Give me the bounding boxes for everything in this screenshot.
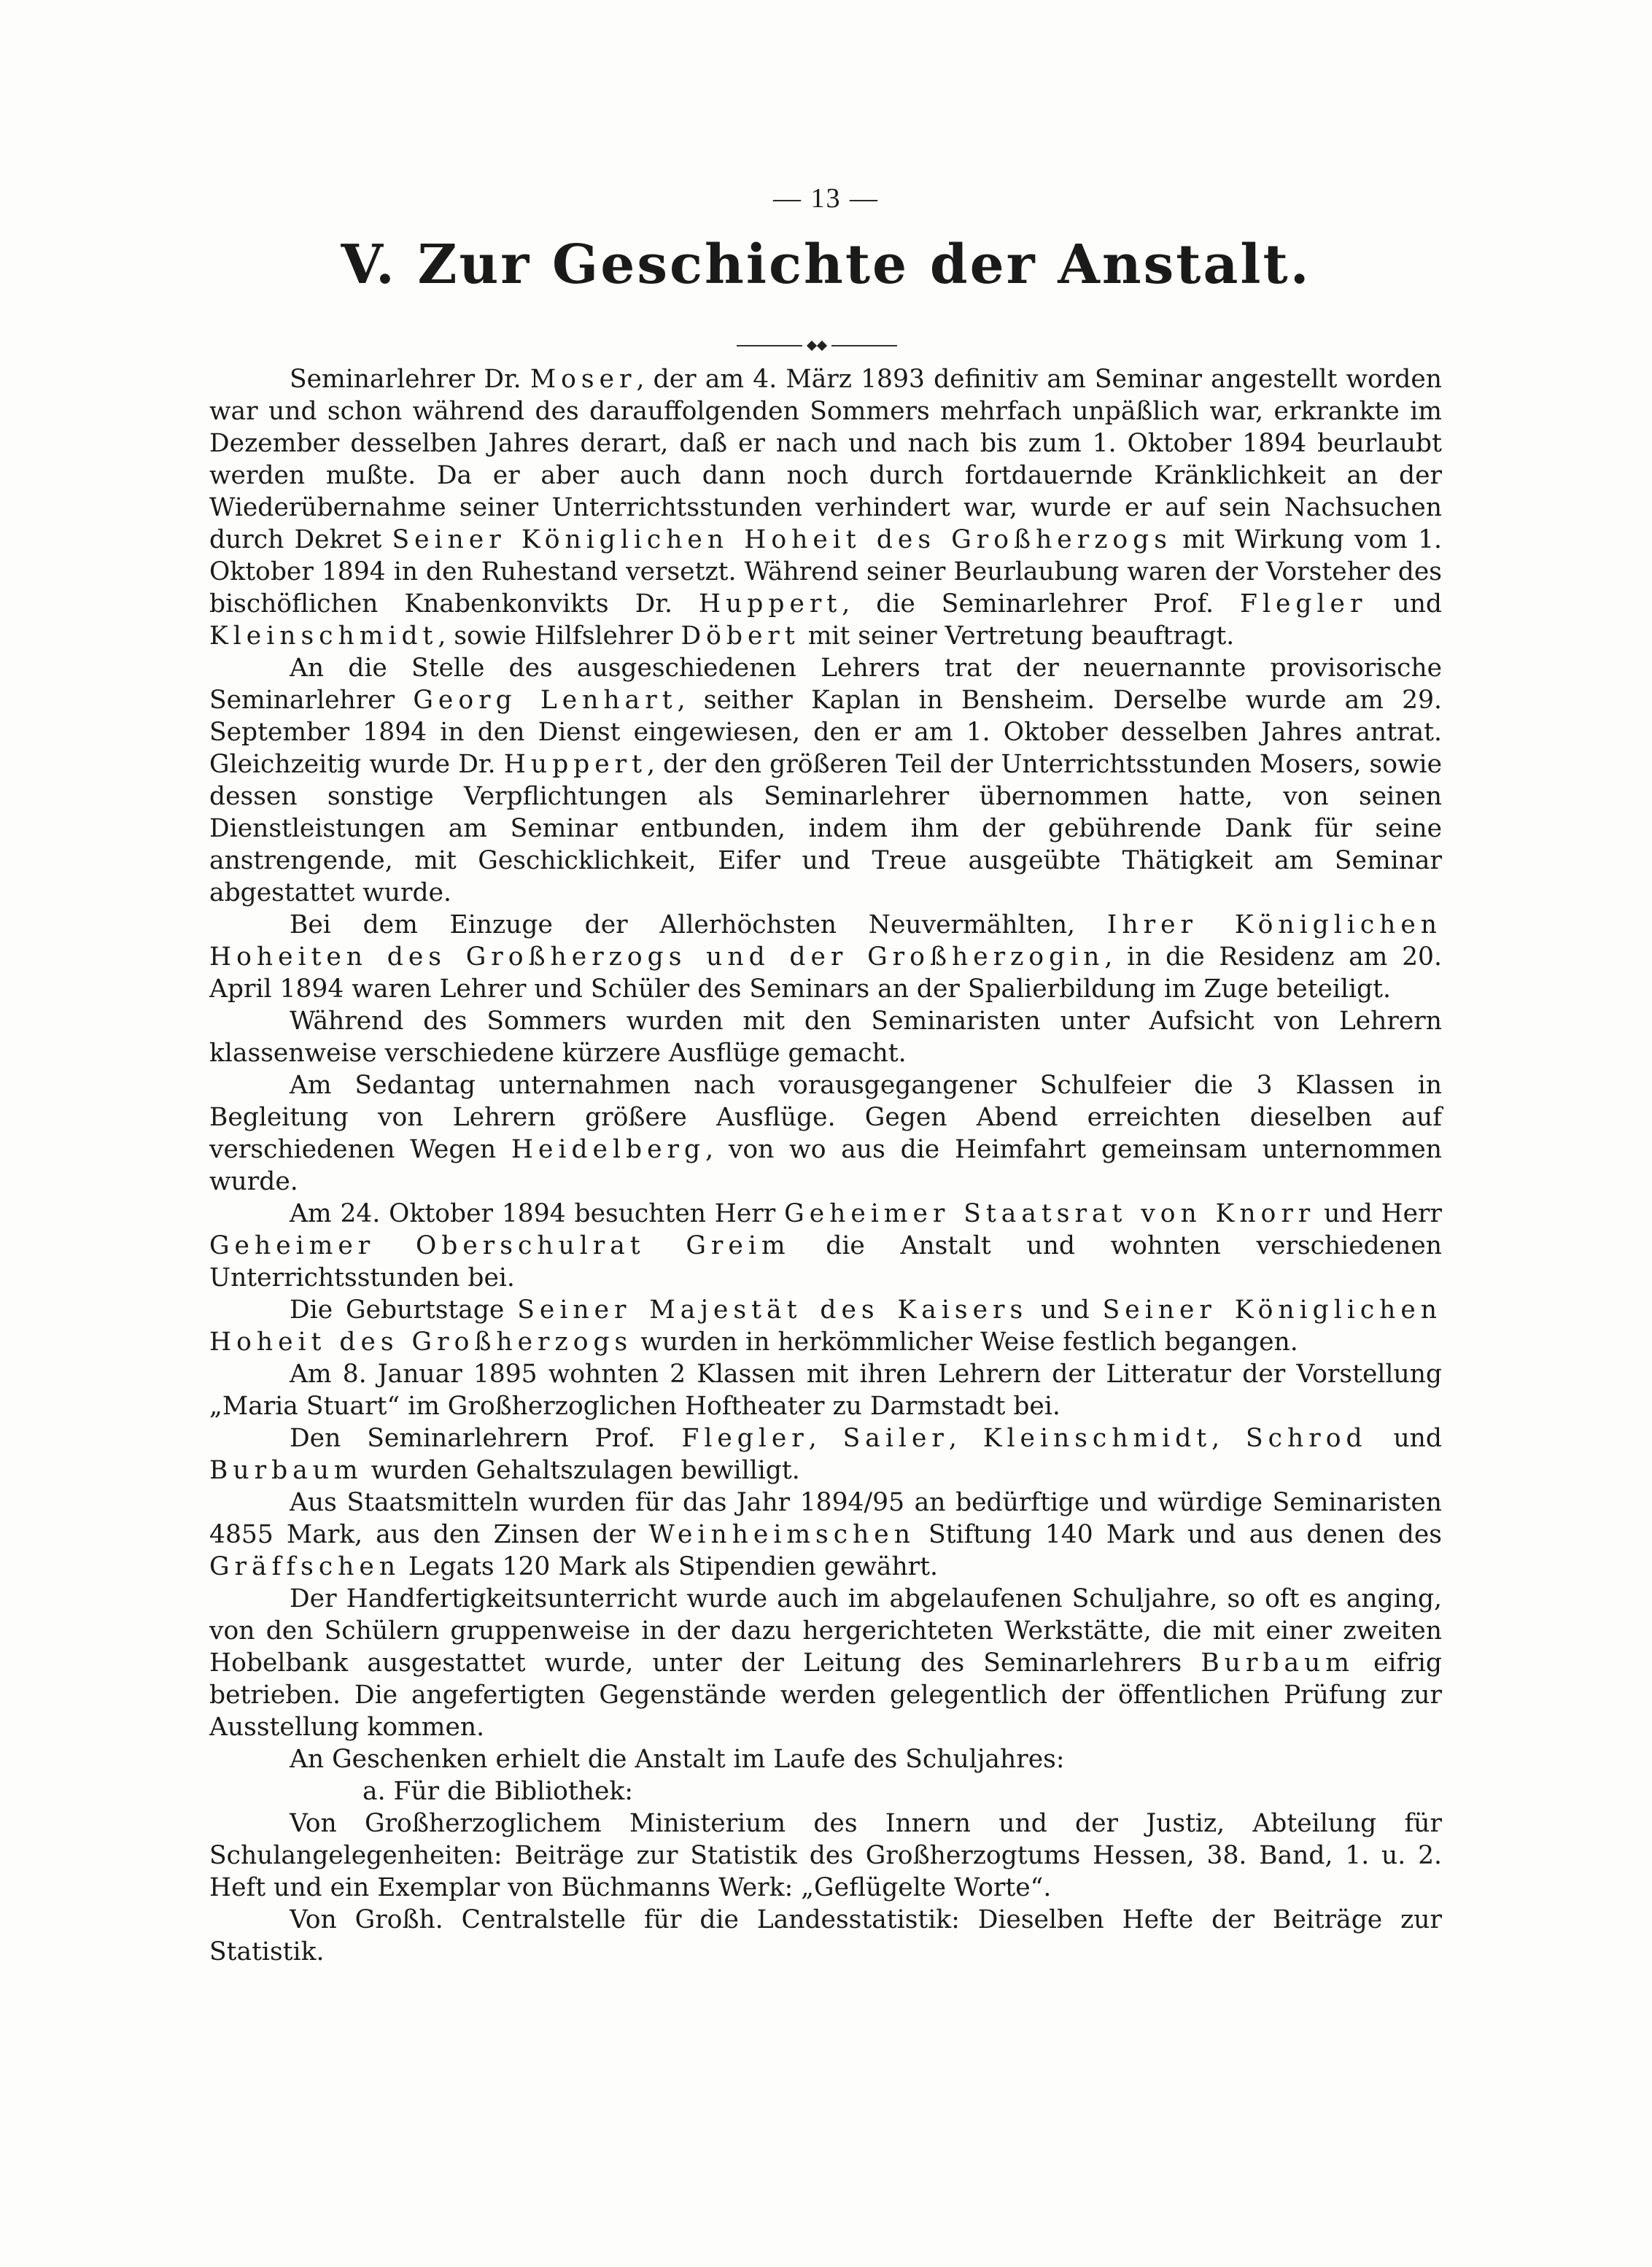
paragraph bbox=[209, 1069, 1442, 1198]
text-segment: Der Handfertigkeitsunterricht wurde auch im abgelaufenen Schuljahre, so oft es anging, von den Schülern gruppenweise in der dazu hergerichteten Werkstätte, die mit einer zweiten Hobelbank ausgestattet wurde, unter der Leitung des Seminarlehrers bbox=[209, 1584, 1442, 1678]
emphasized-name: Flegler bbox=[681, 1424, 809, 1453]
paragraph bbox=[209, 1487, 1442, 1583]
page-number: — 13 — bbox=[773, 183, 879, 214]
divider-line-right bbox=[831, 345, 897, 346]
text-segment: Den Seminarlehrern Prof. bbox=[290, 1424, 682, 1453]
text-segment: und bbox=[1028, 1295, 1103, 1325]
text-segment: Am Sedantag unternahmen nach vorausgegangener Schulfeier die 3 Klassen in Begleitung von Lehrern größere Ausflüge. Gegen Abend erreichten dieselben auf verschiedenen Wegen bbox=[209, 1071, 1442, 1164]
emphasized-name: Heidelberg bbox=[511, 1135, 706, 1164]
paragraph bbox=[209, 909, 1442, 1005]
text-segment: und Herr bbox=[1315, 1199, 1443, 1228]
paragraph bbox=[209, 1904, 1442, 1968]
text-segment: Seminarlehrer Dr. bbox=[290, 365, 530, 394]
paragraph bbox=[209, 1294, 1442, 1358]
paragraph bbox=[209, 1807, 1442, 1904]
emphasized-name: Kleinschmidt bbox=[982, 1424, 1212, 1453]
text-segment: Am 24. Oktober 1894 besuchten Herr bbox=[290, 1199, 785, 1228]
paragraph bbox=[209, 1422, 1442, 1487]
emphasized-name: Kleinschmidt bbox=[209, 621, 438, 651]
emphasized-name: Gräffschen bbox=[209, 1552, 401, 1581]
text-segment: Von Großherzoglichem Ministerium des Innern und der Justiz, Abteilung für Schulangelegenheiten: Beiträge zur Statistik des Großherzogtums Hessen, 38. Band, 1. u. 2. Heft und ein Exemplar von Büchmanns Werk: „Geflügelte Worte“. bbox=[209, 1809, 1442, 1902]
text-segment: Von Großh. Centralstelle für die Landesstatistik: Dieselben Hefte der Beiträge zur Statistik. bbox=[209, 1905, 1442, 1966]
text-segment: Aus Staatsmitteln wurden für das Jahr 1894/95 an bedürftige und würdige Seminaristen 4855 Mark, aus den Zinsen der bbox=[209, 1488, 1442, 1549]
text-segment: , die Seminarlehrer Prof. bbox=[842, 589, 1241, 619]
emphasized-name: Weinheimschen bbox=[648, 1520, 915, 1549]
text-segment: , der am 4. März 1893 definitiv am Seminar angestellt worden war und schon während des darauffolgenden Sommers mehrfach unpäßlich war, erkrankte im Dezember desselben Jahres derart, daß er nach und nach bis zum 1. Oktober 1894 beurlaubt werden mußte. Da er aber auch dann noch durch fortdauernde Kränklichkeit an der Wiederübernahme seiner Unterrichtsstunden verhindert war, wurde er auf sein Nachsuchen durch Dekret bbox=[209, 365, 1442, 554]
paragraph bbox=[209, 1583, 1442, 1743]
emphasized-name: Ihrer Königlichen Hoheiten des Großherzogs und der Großherzogin bbox=[209, 910, 1442, 972]
text-segment: a. Für die Bibliothek: bbox=[362, 1777, 633, 1806]
paragraph bbox=[209, 652, 1442, 909]
paragraph bbox=[209, 1358, 1442, 1422]
text-segment: , sowie Hilfslehrer bbox=[438, 621, 681, 651]
emphasized-name: Sailer bbox=[842, 1424, 949, 1453]
text-segment: , in die Residenz am 20. April 1894 waren Lehrer und Schüler des Seminars an der Spalierbildung im Zuge beteiligt. bbox=[209, 942, 1442, 1004]
subheading-paragraph bbox=[209, 1775, 1442, 1807]
emphasized-name: Huppert bbox=[503, 750, 648, 779]
emphasized-name: Seiner Königlichen Hoheit des Großherzogs bbox=[209, 1295, 1442, 1357]
text-segment: Am 8. Januar 1895 wohnten 2 Klassen mit ihren Lehrern der Litteratur der Vorstellung „Maria Stuart“ im Großherzoglichen Hoftheater zu Darmstadt bei. bbox=[209, 1360, 1442, 1421]
text-segment: An Geschenken erhielt die Anstalt im Laufe des Schuljahres: bbox=[290, 1745, 1065, 1774]
body-text bbox=[209, 363, 1442, 1968]
divider-line-left bbox=[737, 345, 802, 346]
text-segment: Bei dem Einzuge der Allerhöchsten Neuvermählten, bbox=[290, 910, 1107, 939]
emphasized-name: Seiner Königlichen Hoheit des Großherzogs bbox=[392, 525, 1172, 554]
emphasized-name: Huppert bbox=[698, 589, 842, 619]
emphasized-name: Moser bbox=[530, 365, 637, 394]
text-segment: Legats 120 Mark als Stipendien gewährt. bbox=[400, 1552, 938, 1581]
emphasized-name: Geheimer Staatsrat von Knorr bbox=[784, 1199, 1316, 1228]
section-heading: V. Zur Geschichte der Anstalt. bbox=[341, 233, 1311, 296]
emphasized-name: Seiner Majestät des Kaisers bbox=[517, 1295, 1028, 1325]
emphasized-name: Burbaum bbox=[209, 1456, 363, 1485]
text-segment: die Anstalt und wohnten verschiedenen Unterrichtsstunden bei. bbox=[209, 1231, 1443, 1293]
ornamental-divider bbox=[737, 341, 897, 350]
text-segment: Die Geburtstage bbox=[290, 1295, 518, 1325]
emphasized-name: Geheimer Oberschulrat Greim bbox=[209, 1231, 791, 1260]
text-segment: , der den größeren Teil der Unterrichtsstunden Mosers, sowie dessen sonstige Verpflichtungen als Seminarlehrer übernommen hatte, von seinen Dienstleistungen am Seminar entbunden, indem ihm der gebührende Dank für seine anstrengende, mit Geschicklichkeit, Eifer und Treue ausgeübte Thätigkeit am Seminar abgestattet wurde. bbox=[209, 750, 1443, 907]
text-segment: Stiftung 140 Mark und aus denen des bbox=[915, 1520, 1442, 1549]
text-segment: und bbox=[1367, 1424, 1442, 1453]
text-segment: und bbox=[1367, 589, 1442, 619]
text-segment: eifrig betrieben. Die angefertigten Gegenstände werden gelegentlich der öffentlichen Prüfung zur Ausstellung kommen. bbox=[209, 1648, 1442, 1742]
text-segment: Während des Sommers wurden mit den Seminaristen unter Aufsicht von Lehrern klassenweise verschiedene kürzere Ausflüge gemacht. bbox=[209, 1007, 1442, 1068]
paragraph bbox=[209, 363, 1442, 652]
text-segment: , bbox=[808, 1424, 843, 1453]
emphasized-name: Georg Lenhart bbox=[413, 686, 678, 715]
paragraph bbox=[209, 1005, 1442, 1069]
text-segment: , bbox=[948, 1424, 983, 1453]
text-segment: , von wo aus die Heimfahrt gemeinsam unternommen wurde. bbox=[209, 1135, 1442, 1196]
text-segment: , bbox=[1211, 1424, 1246, 1453]
text-segment: wurden in herkömmlicher Weise festlich begangen. bbox=[632, 1328, 1298, 1357]
text-segment: wurden Gehaltszulagen bewilligt. bbox=[362, 1456, 800, 1485]
text-segment: An die Stelle des ausgeschiedenen Lehrers trat der neuernannte provisorische Seminarlehrer bbox=[209, 654, 1442, 715]
divider-diamond bbox=[807, 341, 817, 351]
emphasized-name: Döbert bbox=[680, 621, 800, 651]
text-segment: , seither Kaplan in Bensheim. Derselbe wurde am 29. September 1894 in den Dienst eingewiesen, den er am 1. Oktober desselben Jahres antrat. Gleichzeitig wurde Dr. bbox=[209, 686, 1442, 779]
emphasized-name: Flegler bbox=[1240, 589, 1368, 619]
paragraph bbox=[209, 1198, 1442, 1294]
emphasized-name: Burbaum bbox=[1201, 1648, 1354, 1678]
divider-diamond bbox=[817, 341, 827, 351]
paragraph bbox=[209, 1743, 1442, 1775]
text-segment: mit seiner Vertretung beauftragt. bbox=[799, 621, 1235, 651]
emphasized-name: Schrod bbox=[1246, 1424, 1368, 1453]
text-segment: mit Wirkung vom 1. Oktober 1894 in den Ruhestand versetzt. Während seiner Beurlaubung waren der Vorsteher des bischöflichen Knabenkonvikts Dr. bbox=[209, 525, 1442, 619]
